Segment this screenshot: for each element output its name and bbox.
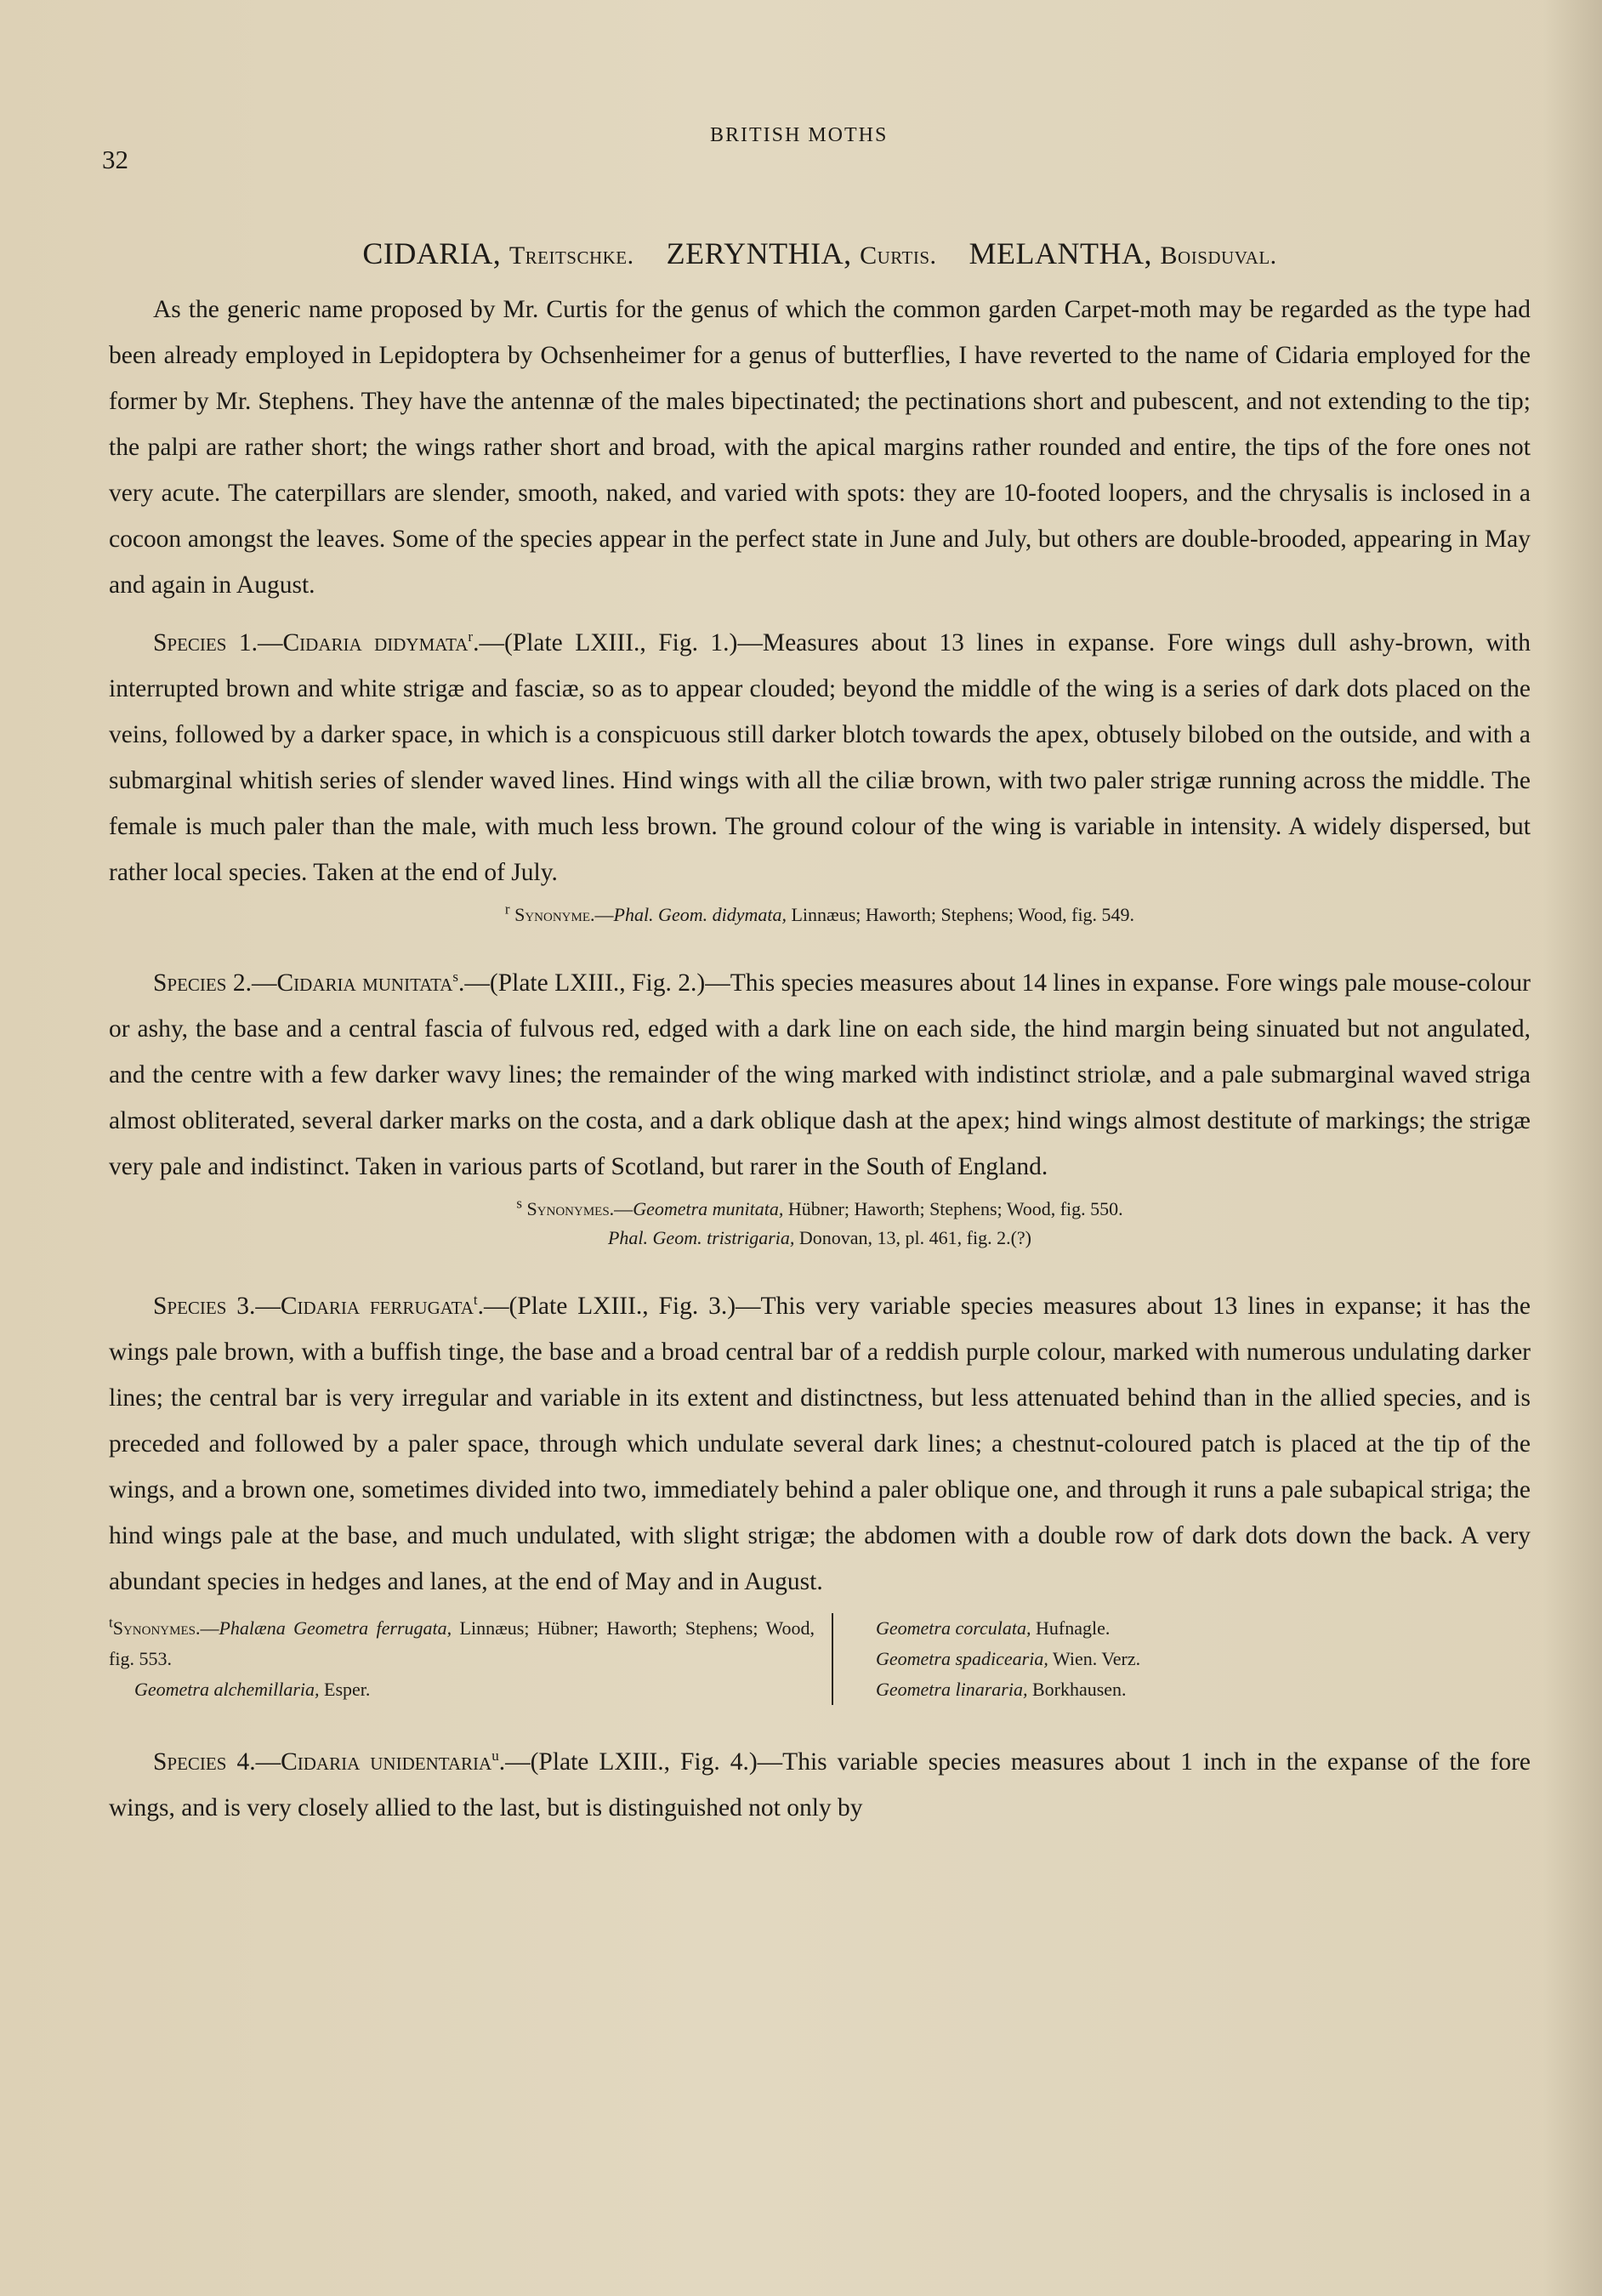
species-2-synonym-line-2 <box>109 1224 1531 1253</box>
species-3-synonym-right-1 <box>876 1613 1140 1644</box>
species-4-text: .—(Plate LXIII., Fig. 4.)—This variable species measures about 1 inch in the expanse of the fore wings, and is very closely allied to the last, but is distinguished not only by <box>109 1748 1531 1821</box>
species-1-synonym-name: Phal. Geom. didymata, <box>613 904 787 925</box>
species-3-text: .—(Plate LXIII., Fig. 3.)—This very variable species measures about 13 lines in expanse; it has the wings pale brown, with a buffish tinge, the base and a broad central bar of a reddish purple colour, marked with numerous undulating darker lines; the central bar is very irregular and variable in its extent and distinctness, but less attenuated behind than in the allied species, and is preceded and followed by a paler space, through which undulate several dark lines; a chestnut-coloured patch is placed at the tip of the wings, and a brown one, sometimes divided into two, immediately behind a paler oblique one, and through it runs a pale subapical striga; the hind wings pale at the base, and much undulated, with slight strigæ; the abdomen with a double row of dark dots down the back. A very abundant species in hedges and lanes, at the end of May and in August. <box>109 1293 1531 1595</box>
genus-name-zerynthia: ZERYNTHIA, <box>666 236 852 270</box>
species-2-note-mark: s <box>452 969 459 986</box>
species-2-synonym-mark: s <box>516 1195 522 1212</box>
species-1-label: Species 1.—Cidaria didymata <box>153 629 469 656</box>
species-3-syn-right-1-rest: Hufnagle. <box>1031 1617 1111 1639</box>
species-1-synonym-label: Synonyme.— <box>514 904 614 925</box>
species-1-synonym-mark: r <box>504 901 510 918</box>
species-1-paragraph <box>109 620 1531 895</box>
species-2-synonym2-rest: Donovan, 13, pl. 461, fig. 2.(?) <box>794 1227 1032 1248</box>
species-4-label: Species 4.—Cidaria unidentaria <box>153 1748 492 1776</box>
species-3-label: Species 3.—Cidaria ferrugata <box>153 1293 474 1320</box>
running-head: BRITISH MOTHS <box>710 124 889 146</box>
species-3-paragraph <box>109 1283 1531 1605</box>
page-header <box>102 119 1531 174</box>
species-1-synonym-note <box>109 901 1531 929</box>
species-1-note-mark: r <box>468 628 474 645</box>
species-2-label: Species 2.—Cidaria munitata <box>153 969 453 997</box>
species-2-synonym2-name: Phal. Geom. tristrigaria, <box>607 1227 795 1248</box>
species-3-synonym-left-1 <box>109 1613 815 1674</box>
species-2-synonym-name: Geometra munitata, <box>633 1198 784 1219</box>
species-4-paragraph <box>109 1739 1531 1831</box>
genus-author-curtis: Curtis. <box>860 242 937 270</box>
genus-heading <box>109 230 1531 280</box>
species-1-synonym-rest: Linnæus; Haworth; Stephens; Wood, fig. 549. <box>786 904 1135 925</box>
species-3-synonym-right-3 <box>876 1674 1140 1705</box>
species-3-synonym-left-2 <box>109 1674 815 1705</box>
species-3-syn-right-3-rest: Borkhausen. <box>1027 1679 1127 1700</box>
page-edge-shadow <box>1542 0 1602 2296</box>
species-1-text: .—(Plate LXIII., Fig. 1.)—Measures about 13 lines in expanse. Fore wings dull ashy-brown, with interrupted brown and white strigæ and fasciæ, so as to appear clouded; beyond the middle of the wing is a series of dark dots placed on the veins, followed by a darker space, in which is a conspicuous still darker blotch towards the apex, obtusely bilobed on the outside, and with a submarginal whitish series of slender waved lines. Hind wings with all the ciliæ brown, with two paler strigæ running across the middle. The female is much paler than the male, with much less brown. The ground colour of the wing is variable in intensity. A widely dispersed, but rather local species. Taken at the end of July. <box>109 629 1531 886</box>
genus-name-cidaria: CIDARIA, <box>362 236 502 270</box>
species-3-synonym-left-column <box>109 1613 833 1705</box>
species-4-note-mark: u <box>491 1748 499 1765</box>
species-3-syn-left-1-rest: Linnæus; Hübner; Haworth; Stephens; Wood, fig. 553. <box>109 1617 815 1669</box>
species-3-synonym-note <box>109 1613 1531 1705</box>
species-2-synonym-rest: Hübner; Haworth; Stephens; Wood, fig. 550. <box>783 1198 1123 1219</box>
genus-intro-paragraph: As the generic name proposed by Mr. Curtis for the genus of which the common garden Carpet-moth may be regarded as the type had been already employed in Lepidoptera by Ochsenheimer for a genus of butterflies, I have reverted to the name of Cidaria employed for the former by Mr. Stephens. They have the antennæ of the males bipectinated; the pectinations short and pubescent, and not extending to the tip; the palpi are rather short; the wings rather short and broad, with the apical margins rather rounded and entire, the tips of the fore ones not very acute. The caterpillars are slender, smooth, naked, and varied with spots: they are 10-footed loopers, and the chrysalis is inclosed in a cocoon amongst the leaves. Some of the species appear in the perfect state in June and July, but others are double-brooded, appearing in May and again in August. <box>109 296 1531 599</box>
species-3-synonym-mark: t <box>109 1614 113 1631</box>
page-body <box>109 230 1531 1831</box>
species-3-synonym-right-2 <box>876 1644 1140 1674</box>
species-2-text: .—(Plate LXIII., Fig. 2.)—This species measures about 14 lines in expanse. Fore wings pale mouse-colour or ashy, the base and a central fascia of fulvous red, edged with a dark line on each side, the hind margin being sinuated but not angulated, and the centre with a few darker wavy lines; the remainder of the wing marked with indistinct striolæ, and a pale submarginal waved striga almost obliterated, several darker marks on the costa, and a dark oblique dash at the apex; hind wings almost destitute of markings; the strigæ very pale and indistinct. Taken in various parts of Scotland, but rarer in the South of England. <box>109 969 1531 1180</box>
page-number: 32 <box>102 145 128 174</box>
genus-author-boisduval: Boisduval. <box>1160 242 1277 270</box>
species-3-synonym-right-column <box>833 1613 1140 1705</box>
species-3-syn-right-3-name: Geometra linararia, <box>876 1679 1028 1700</box>
species-3-syn-right-2-name: Geometra spadicearia, <box>876 1648 1048 1669</box>
species-3-syn-left-2-rest: Esper. <box>319 1679 371 1700</box>
species-3-note-mark: t <box>473 1292 478 1309</box>
species-3-syn-left-2-name: Geometra alchemillaria, <box>134 1679 320 1700</box>
species-3-syn-right-1-name: Geometra corculata, <box>876 1617 1031 1639</box>
species-3-synonym-label: Synonymes.— <box>112 1617 219 1639</box>
species-2-paragraph <box>109 960 1531 1190</box>
species-3-syn-left-1-name: Phalæna Geometra ferrugata, <box>219 1617 452 1639</box>
species-3-syn-right-2-rest: Wien. Verz. <box>1048 1648 1141 1669</box>
genus-name-melantha: MELANTHA, <box>969 236 1153 270</box>
species-2-synonym-label: Synonymes.— <box>526 1198 633 1219</box>
species-2-synonym-note <box>109 1195 1531 1253</box>
genus-author-treitschke: Treitschke. <box>508 242 634 270</box>
species-2-synonym-line-1 <box>109 1195 1531 1224</box>
